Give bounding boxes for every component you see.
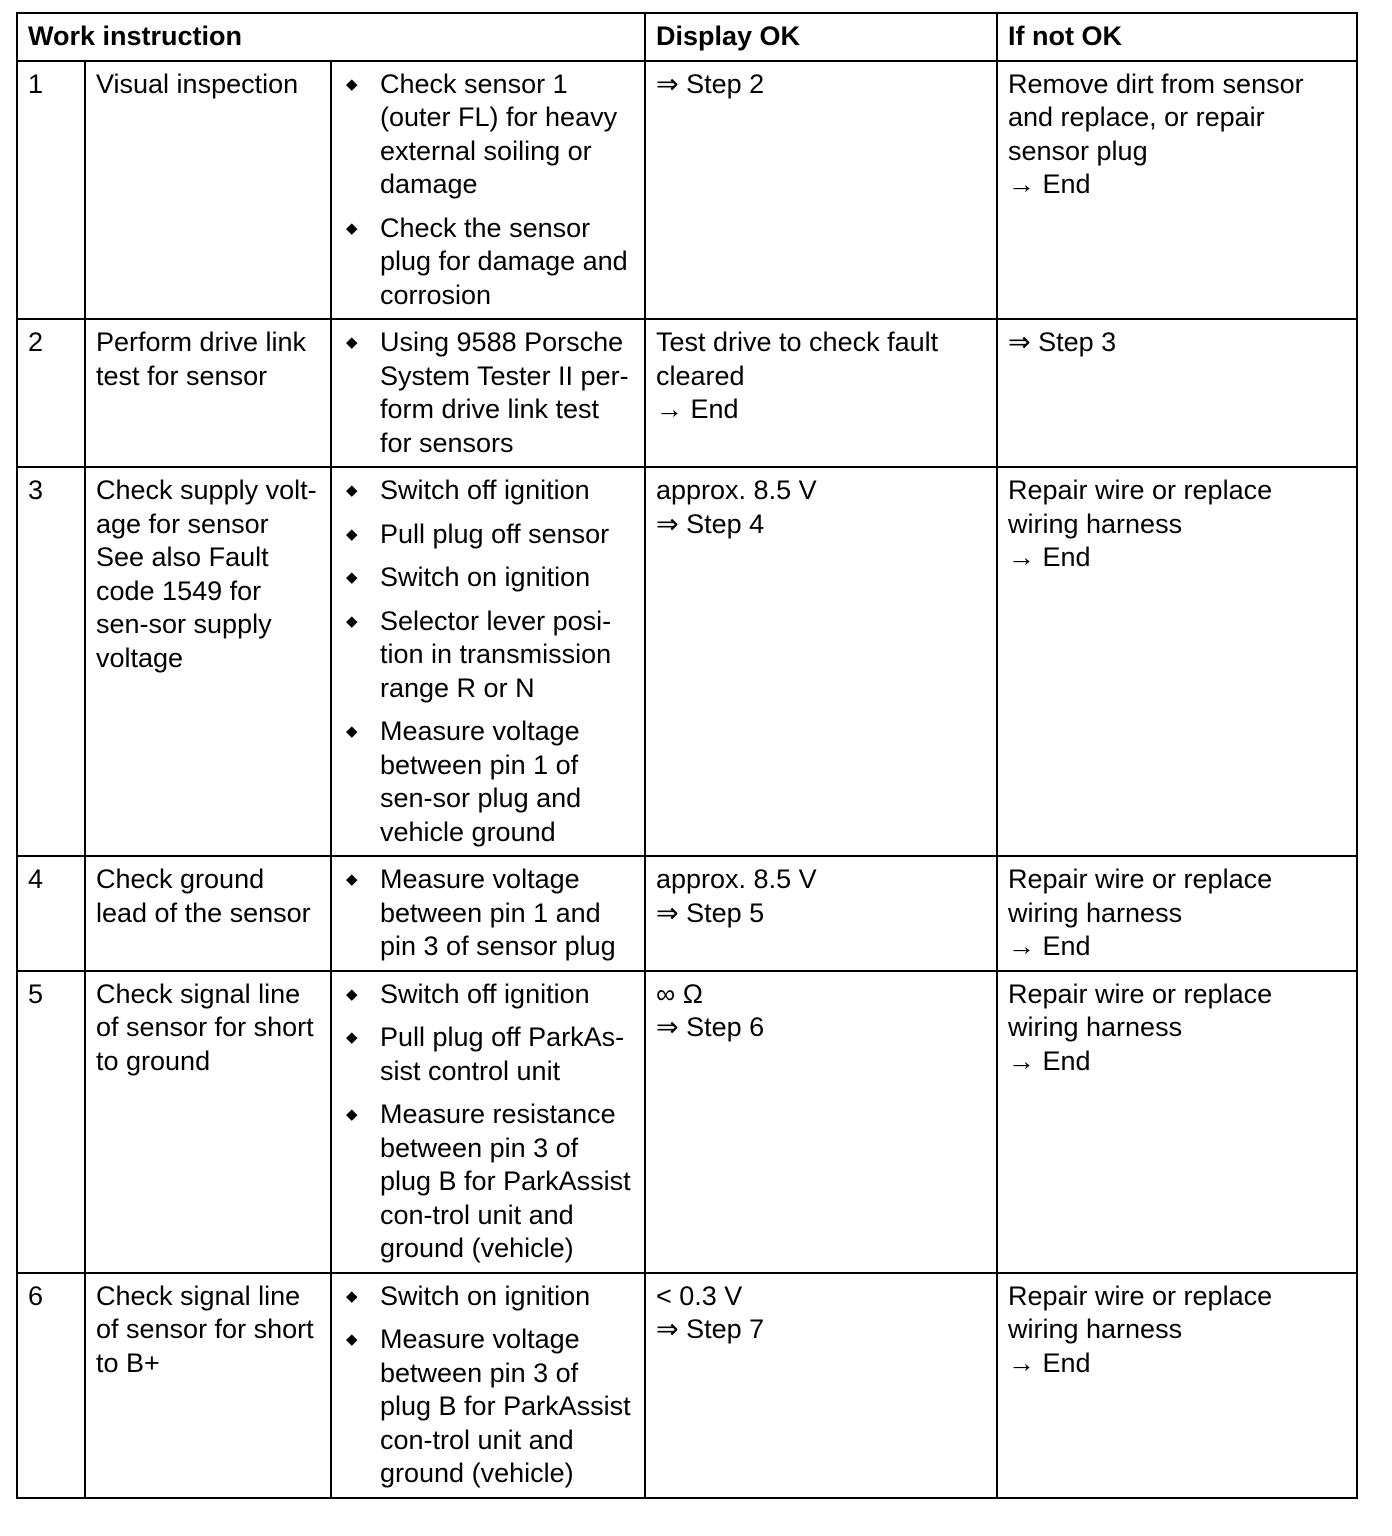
instruction-item: ◆ Measure voltage between pin 3 of plug B for ParkAssist con-trol unit and ground (vehicle) — [342, 1323, 634, 1491]
instruction-item: ◆ Check sensor 1 (outer FL) for heavy external soiling or damage — [342, 68, 634, 202]
if-not-ok-cell — [997, 61, 1357, 320]
display-ok-line: < 0.3 V — [656, 1280, 743, 1311]
instruction-item: ◆ Selector lever posi-tion in transmission range R or N — [342, 605, 634, 706]
table-row — [17, 856, 1357, 971]
instruction-item: ◆ Switch on ignition — [342, 1280, 634, 1314]
step-number: 6 — [17, 1273, 85, 1498]
step-number: 3 — [17, 467, 85, 856]
step-title: Perform drive link test for sensor — [85, 319, 331, 467]
step-title: Check signal line of sensor for short to B+ — [85, 1273, 331, 1498]
display-ok-line: approx. 8.5 V — [656, 475, 817, 505]
if-not-ok-line: ⇒ Step 3 — [1008, 327, 1117, 357]
instruction-cell — [331, 61, 645, 320]
table-row — [17, 1273, 1357, 1498]
instruction-list — [342, 1280, 634, 1491]
instruction-cell — [331, 319, 645, 467]
if-not-ok-line: Repair wire or replace wiring harness — [1008, 1280, 1273, 1344]
instruction-list — [342, 863, 634, 964]
instruction-list — [342, 474, 634, 849]
instruction-item: ◆ Pull plug off sensor — [342, 518, 634, 552]
if-not-ok-cell — [997, 467, 1357, 856]
step-number: 2 — [17, 319, 85, 467]
instruction-list — [342, 326, 634, 460]
work-instruction-table — [16, 12, 1358, 1499]
instruction-item: ◆ Measure voltage between pin 1 of sen-sor plug and vehicle ground — [342, 715, 634, 849]
display-ok-cell — [645, 856, 997, 971]
display-ok-cell — [645, 467, 997, 856]
display-ok-line: ∞ Ω — [656, 978, 703, 1009]
instruction-item: ◆ Check the sensor plug for damage and corrosion — [342, 212, 634, 313]
if-not-ok-line: → End — [1008, 931, 1091, 961]
display-ok-line: ⇒ Step 6 — [656, 1012, 765, 1042]
if-not-ok-line: Repair wire or replace wiring harness — [1008, 864, 1273, 928]
if-not-ok-line: → End — [1008, 542, 1091, 572]
display-ok-line: ⇒ Step 4 — [656, 508, 765, 539]
display-ok-cell — [645, 61, 997, 320]
instruction-cell — [331, 1273, 645, 1498]
display-ok-line: → End — [656, 394, 739, 424]
if-not-ok-line: Repair wire or replace wiring harness — [1008, 475, 1273, 539]
instruction-item: ◆ Measure resistance between pin 3 of plug B for ParkAssist con-trol unit and ground (vehicle) — [342, 1098, 634, 1266]
instruction-list — [342, 978, 634, 1266]
table-row — [17, 319, 1357, 467]
if-not-ok-line: → End — [1008, 169, 1091, 199]
display-ok-line: ⇒ Step 5 — [656, 897, 765, 928]
instruction-cell — [331, 856, 645, 971]
if-not-ok-line: → End — [1008, 1347, 1091, 1378]
step-title: Visual inspection — [85, 61, 331, 320]
step-title: Check supply volt-age for sensor See also Fault code 1549 for sen-sor supply voltage — [85, 467, 331, 856]
if-not-ok-line: Remove dirt from sensor and replace, or repair sensor plug — [1008, 68, 1304, 166]
header-row — [17, 13, 1357, 61]
table-row — [17, 467, 1357, 856]
instruction-item: ◆ Pull plug off ParkAs-sist control unit — [342, 1021, 634, 1088]
if-not-ok-line: → End — [1008, 1045, 1091, 1076]
instruction-item: ◆ Switch off ignition — [342, 978, 634, 1012]
if-not-ok-cell — [997, 319, 1357, 467]
if-not-ok-line: Repair wire or replace wiring harness — [1008, 978, 1273, 1042]
step-number: 1 — [17, 61, 85, 320]
display-ok-line: Test drive to check fault cleared — [656, 327, 939, 391]
header-if-not-ok: If not OK — [997, 13, 1357, 61]
step-number: 5 — [17, 971, 85, 1273]
table-row — [17, 971, 1357, 1273]
table-row — [17, 61, 1357, 320]
display-ok-cell — [645, 1273, 997, 1498]
instruction-item: ◆ Using 9588 Porsche System Tester II per-form drive link test for sensors — [342, 326, 634, 460]
instruction-cell — [331, 467, 645, 856]
display-ok-cell — [645, 319, 997, 467]
display-ok-line: ⇒ Step 2 — [656, 68, 765, 99]
instruction-cell — [331, 971, 645, 1273]
display-ok-cell — [645, 971, 997, 1273]
if-not-ok-cell — [997, 1273, 1357, 1498]
step-number: 4 — [17, 856, 85, 971]
step-title: Check ground lead of the sensor — [85, 856, 331, 971]
header-work-instruction: Work instruction — [17, 13, 645, 61]
instruction-list — [342, 68, 634, 313]
instruction-item: ◆ Switch off ignition — [342, 474, 634, 508]
display-ok-line: ⇒ Step 7 — [656, 1314, 765, 1344]
if-not-ok-cell — [997, 971, 1357, 1273]
instruction-item: ◆ Measure voltage between pin 1 and pin 3 of sensor plug — [342, 863, 634, 964]
step-title: Check signal line of sensor for short to ground — [85, 971, 331, 1273]
if-not-ok-cell — [997, 856, 1357, 971]
header-display-ok: Display OK — [645, 13, 997, 61]
instruction-item: ◆ Switch on ignition — [342, 561, 634, 595]
display-ok-line: approx. 8.5 V — [656, 864, 817, 894]
